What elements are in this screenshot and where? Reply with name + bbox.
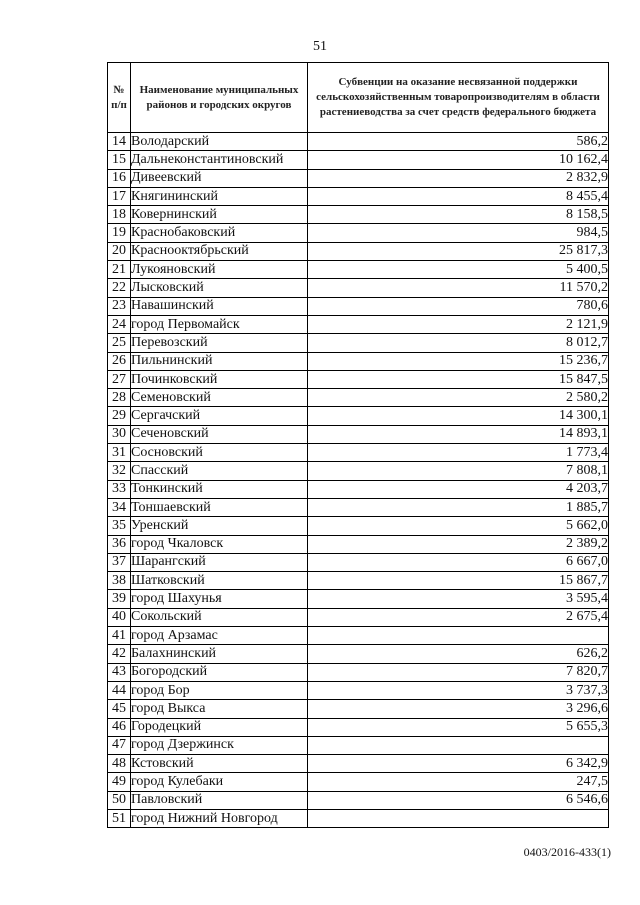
- municipality-name: Сеченовский: [131, 425, 308, 443]
- municipality-name: Уренский: [131, 517, 308, 535]
- table-row: [108, 133, 609, 151]
- row-number: 20: [108, 242, 131, 260]
- subsidy-amount: [308, 809, 609, 827]
- table-row: [108, 627, 609, 645]
- table-row: [108, 663, 609, 681]
- table-row: [108, 444, 609, 462]
- row-number: 18: [108, 206, 131, 224]
- header-municipality: Наименование муниципальных районов и городских округов: [131, 63, 308, 133]
- municipality-name: город Бор: [131, 681, 308, 699]
- subsidy-amount: 5 655,3: [308, 718, 609, 736]
- subsidy-amount: [308, 627, 609, 645]
- subsidy-amount: 2 675,4: [308, 608, 609, 626]
- municipality-name: город Выкса: [131, 700, 308, 718]
- row-number: 36: [108, 535, 131, 553]
- municipality-name: город Арзамас: [131, 627, 308, 645]
- subsidy-amount: 2 832,9: [308, 169, 609, 187]
- subsidy-amount: 2 580,2: [308, 389, 609, 407]
- table-row: [108, 755, 609, 773]
- row-number: 40: [108, 608, 131, 626]
- row-number: 24: [108, 315, 131, 333]
- subsidy-amount: 1 773,4: [308, 444, 609, 462]
- table-row: [108, 187, 609, 205]
- municipality-name: город Первомайск: [131, 315, 308, 333]
- municipality-name: Княгининский: [131, 187, 308, 205]
- row-number: 30: [108, 425, 131, 443]
- subsidy-amount: 6 546,6: [308, 791, 609, 809]
- municipality-name: Краснобаковский: [131, 224, 308, 242]
- table-row: [108, 425, 609, 443]
- municipality-name: Спасский: [131, 462, 308, 480]
- row-number: 42: [108, 645, 131, 663]
- table-row: [108, 517, 609, 535]
- row-number: 16: [108, 169, 131, 187]
- municipality-name: Перевозский: [131, 334, 308, 352]
- municipality-name: Шарангский: [131, 553, 308, 571]
- table-row: [108, 498, 609, 516]
- table-row: [108, 645, 609, 663]
- table-row: [108, 407, 609, 425]
- municipality-name: Балахнинский: [131, 645, 308, 663]
- row-number: 31: [108, 444, 131, 462]
- table-row: [108, 773, 609, 791]
- subsidy-amount: 1 885,7: [308, 498, 609, 516]
- table-row: [108, 809, 609, 827]
- municipality-name: город Нижний Новгород: [131, 809, 308, 827]
- subsidy-amount: 3 296,6: [308, 700, 609, 718]
- row-number: 14: [108, 133, 131, 151]
- document-code: 0403/2016-433(1): [523, 845, 611, 859]
- municipality-name: Кстовский: [131, 755, 308, 773]
- table-row: [108, 700, 609, 718]
- municipality-name: Павловский: [131, 791, 308, 809]
- table-row: [108, 791, 609, 809]
- row-number: 29: [108, 407, 131, 425]
- municipality-name: город Кулебаки: [131, 773, 308, 791]
- subsidy-amount: 7 808,1: [308, 462, 609, 480]
- table-row: [108, 279, 609, 297]
- municipality-name: Навашинский: [131, 297, 308, 315]
- row-number: 49: [108, 773, 131, 791]
- row-number: 44: [108, 681, 131, 699]
- row-number: 32: [108, 462, 131, 480]
- table-row: [108, 169, 609, 187]
- subsidy-amount: 8 012,7: [308, 334, 609, 352]
- row-number: 22: [108, 279, 131, 297]
- subsidy-amount: 11 570,2: [308, 279, 609, 297]
- subsidy-amount: 3 737,3: [308, 681, 609, 699]
- subsidy-amount: 6 342,9: [308, 755, 609, 773]
- row-number: 25: [108, 334, 131, 352]
- subsidy-amount: 14 300,1: [308, 407, 609, 425]
- row-number: 48: [108, 755, 131, 773]
- subsidy-table: [107, 62, 609, 828]
- municipality-name: Краснооктябрьский: [131, 242, 308, 260]
- table-row: [108, 261, 609, 279]
- table-row: [108, 590, 609, 608]
- municipality-name: Володарский: [131, 133, 308, 151]
- subsidy-amount: 5 662,0: [308, 517, 609, 535]
- row-number: 26: [108, 352, 131, 370]
- municipality-name: Дивеевский: [131, 169, 308, 187]
- row-number: 45: [108, 700, 131, 718]
- table-row: [108, 389, 609, 407]
- row-number: 27: [108, 370, 131, 388]
- row-number: 17: [108, 187, 131, 205]
- table-row: [108, 352, 609, 370]
- municipality-name: Лукояновский: [131, 261, 308, 279]
- table-row: [108, 297, 609, 315]
- table-header: [108, 63, 609, 133]
- subsidy-amount: 5 400,5: [308, 261, 609, 279]
- table-row: [108, 206, 609, 224]
- municipality-name: Сергачский: [131, 407, 308, 425]
- row-number: 43: [108, 663, 131, 681]
- table-row: [108, 480, 609, 498]
- table-row: [108, 718, 609, 736]
- row-number: 33: [108, 480, 131, 498]
- row-number: 41: [108, 627, 131, 645]
- row-number: 47: [108, 736, 131, 754]
- table-row: [108, 681, 609, 699]
- table-row: [108, 553, 609, 571]
- municipality-name: Богородский: [131, 663, 308, 681]
- table-row: [108, 535, 609, 553]
- row-number: 38: [108, 572, 131, 590]
- subsidy-amount: 3 595,4: [308, 590, 609, 608]
- subsidy-amount: 626,2: [308, 645, 609, 663]
- municipality-name: Починковский: [131, 370, 308, 388]
- subsidy-amount: 8 455,4: [308, 187, 609, 205]
- row-number: 37: [108, 553, 131, 571]
- subsidy-amount: 8 158,5: [308, 206, 609, 224]
- table-row: [108, 608, 609, 626]
- municipality-name: Дальнеконстантиновский: [131, 151, 308, 169]
- table-row: [108, 334, 609, 352]
- municipality-name: Ковернинский: [131, 206, 308, 224]
- municipality-name: Шатковский: [131, 572, 308, 590]
- subsidy-amount: 25 817,3: [308, 242, 609, 260]
- row-number: 39: [108, 590, 131, 608]
- municipality-name: Семеновский: [131, 389, 308, 407]
- table-row: [108, 462, 609, 480]
- municipality-name: Городецкий: [131, 718, 308, 736]
- subsidy-amount: 15 867,7: [308, 572, 609, 590]
- table-body: [108, 133, 609, 828]
- subsidy-amount: 780,6: [308, 297, 609, 315]
- subsidy-amount: 7 820,7: [308, 663, 609, 681]
- municipality-name: Тонкинский: [131, 480, 308, 498]
- row-number: 34: [108, 498, 131, 516]
- municipality-name: город Чкаловск: [131, 535, 308, 553]
- subsidy-amount: 586,2: [308, 133, 609, 151]
- table-row: [108, 224, 609, 242]
- row-number: 23: [108, 297, 131, 315]
- subsidy-amount: 15 847,5: [308, 370, 609, 388]
- subsidy-amount: 6 667,0: [308, 553, 609, 571]
- table-row: [108, 370, 609, 388]
- row-number: 21: [108, 261, 131, 279]
- row-number: 15: [108, 151, 131, 169]
- municipality-name: Сокольский: [131, 608, 308, 626]
- table-row: [108, 736, 609, 754]
- municipality-name: город Шахунья: [131, 590, 308, 608]
- subsidy-amount: 10 162,4: [308, 151, 609, 169]
- table-row: [108, 572, 609, 590]
- municipality-name: Пильнинский: [131, 352, 308, 370]
- subsidy-amount: 15 236,7: [308, 352, 609, 370]
- municipality-name: Лысковский: [131, 279, 308, 297]
- table-row: [108, 315, 609, 333]
- row-number: 50: [108, 791, 131, 809]
- subsidy-amount: 4 203,7: [308, 480, 609, 498]
- row-number: 35: [108, 517, 131, 535]
- table-row: [108, 151, 609, 169]
- header-subsidy: Субвенции на оказание несвязанной поддержки сельскохозяйственным товаропроизводителям в области растениеводства за счет средств федерального бюджета: [308, 63, 609, 133]
- subsidy-amount: 2 389,2: [308, 535, 609, 553]
- subsidy-amount: 247,5: [308, 773, 609, 791]
- municipality-name: город Дзержинск: [131, 736, 308, 754]
- subsidy-amount: [308, 736, 609, 754]
- subsidy-amount: 14 893,1: [308, 425, 609, 443]
- subsidy-amount: 984,5: [308, 224, 609, 242]
- page-number: 51: [313, 39, 327, 54]
- row-number: 51: [108, 809, 131, 827]
- row-number: 28: [108, 389, 131, 407]
- municipality-name: Тоншаевский: [131, 498, 308, 516]
- row-number: 46: [108, 718, 131, 736]
- municipality-name: Сосновский: [131, 444, 308, 462]
- table-row: [108, 242, 609, 260]
- row-number: 19: [108, 224, 131, 242]
- header-number: № п/п: [108, 63, 131, 133]
- subsidy-amount: 2 121,9: [308, 315, 609, 333]
